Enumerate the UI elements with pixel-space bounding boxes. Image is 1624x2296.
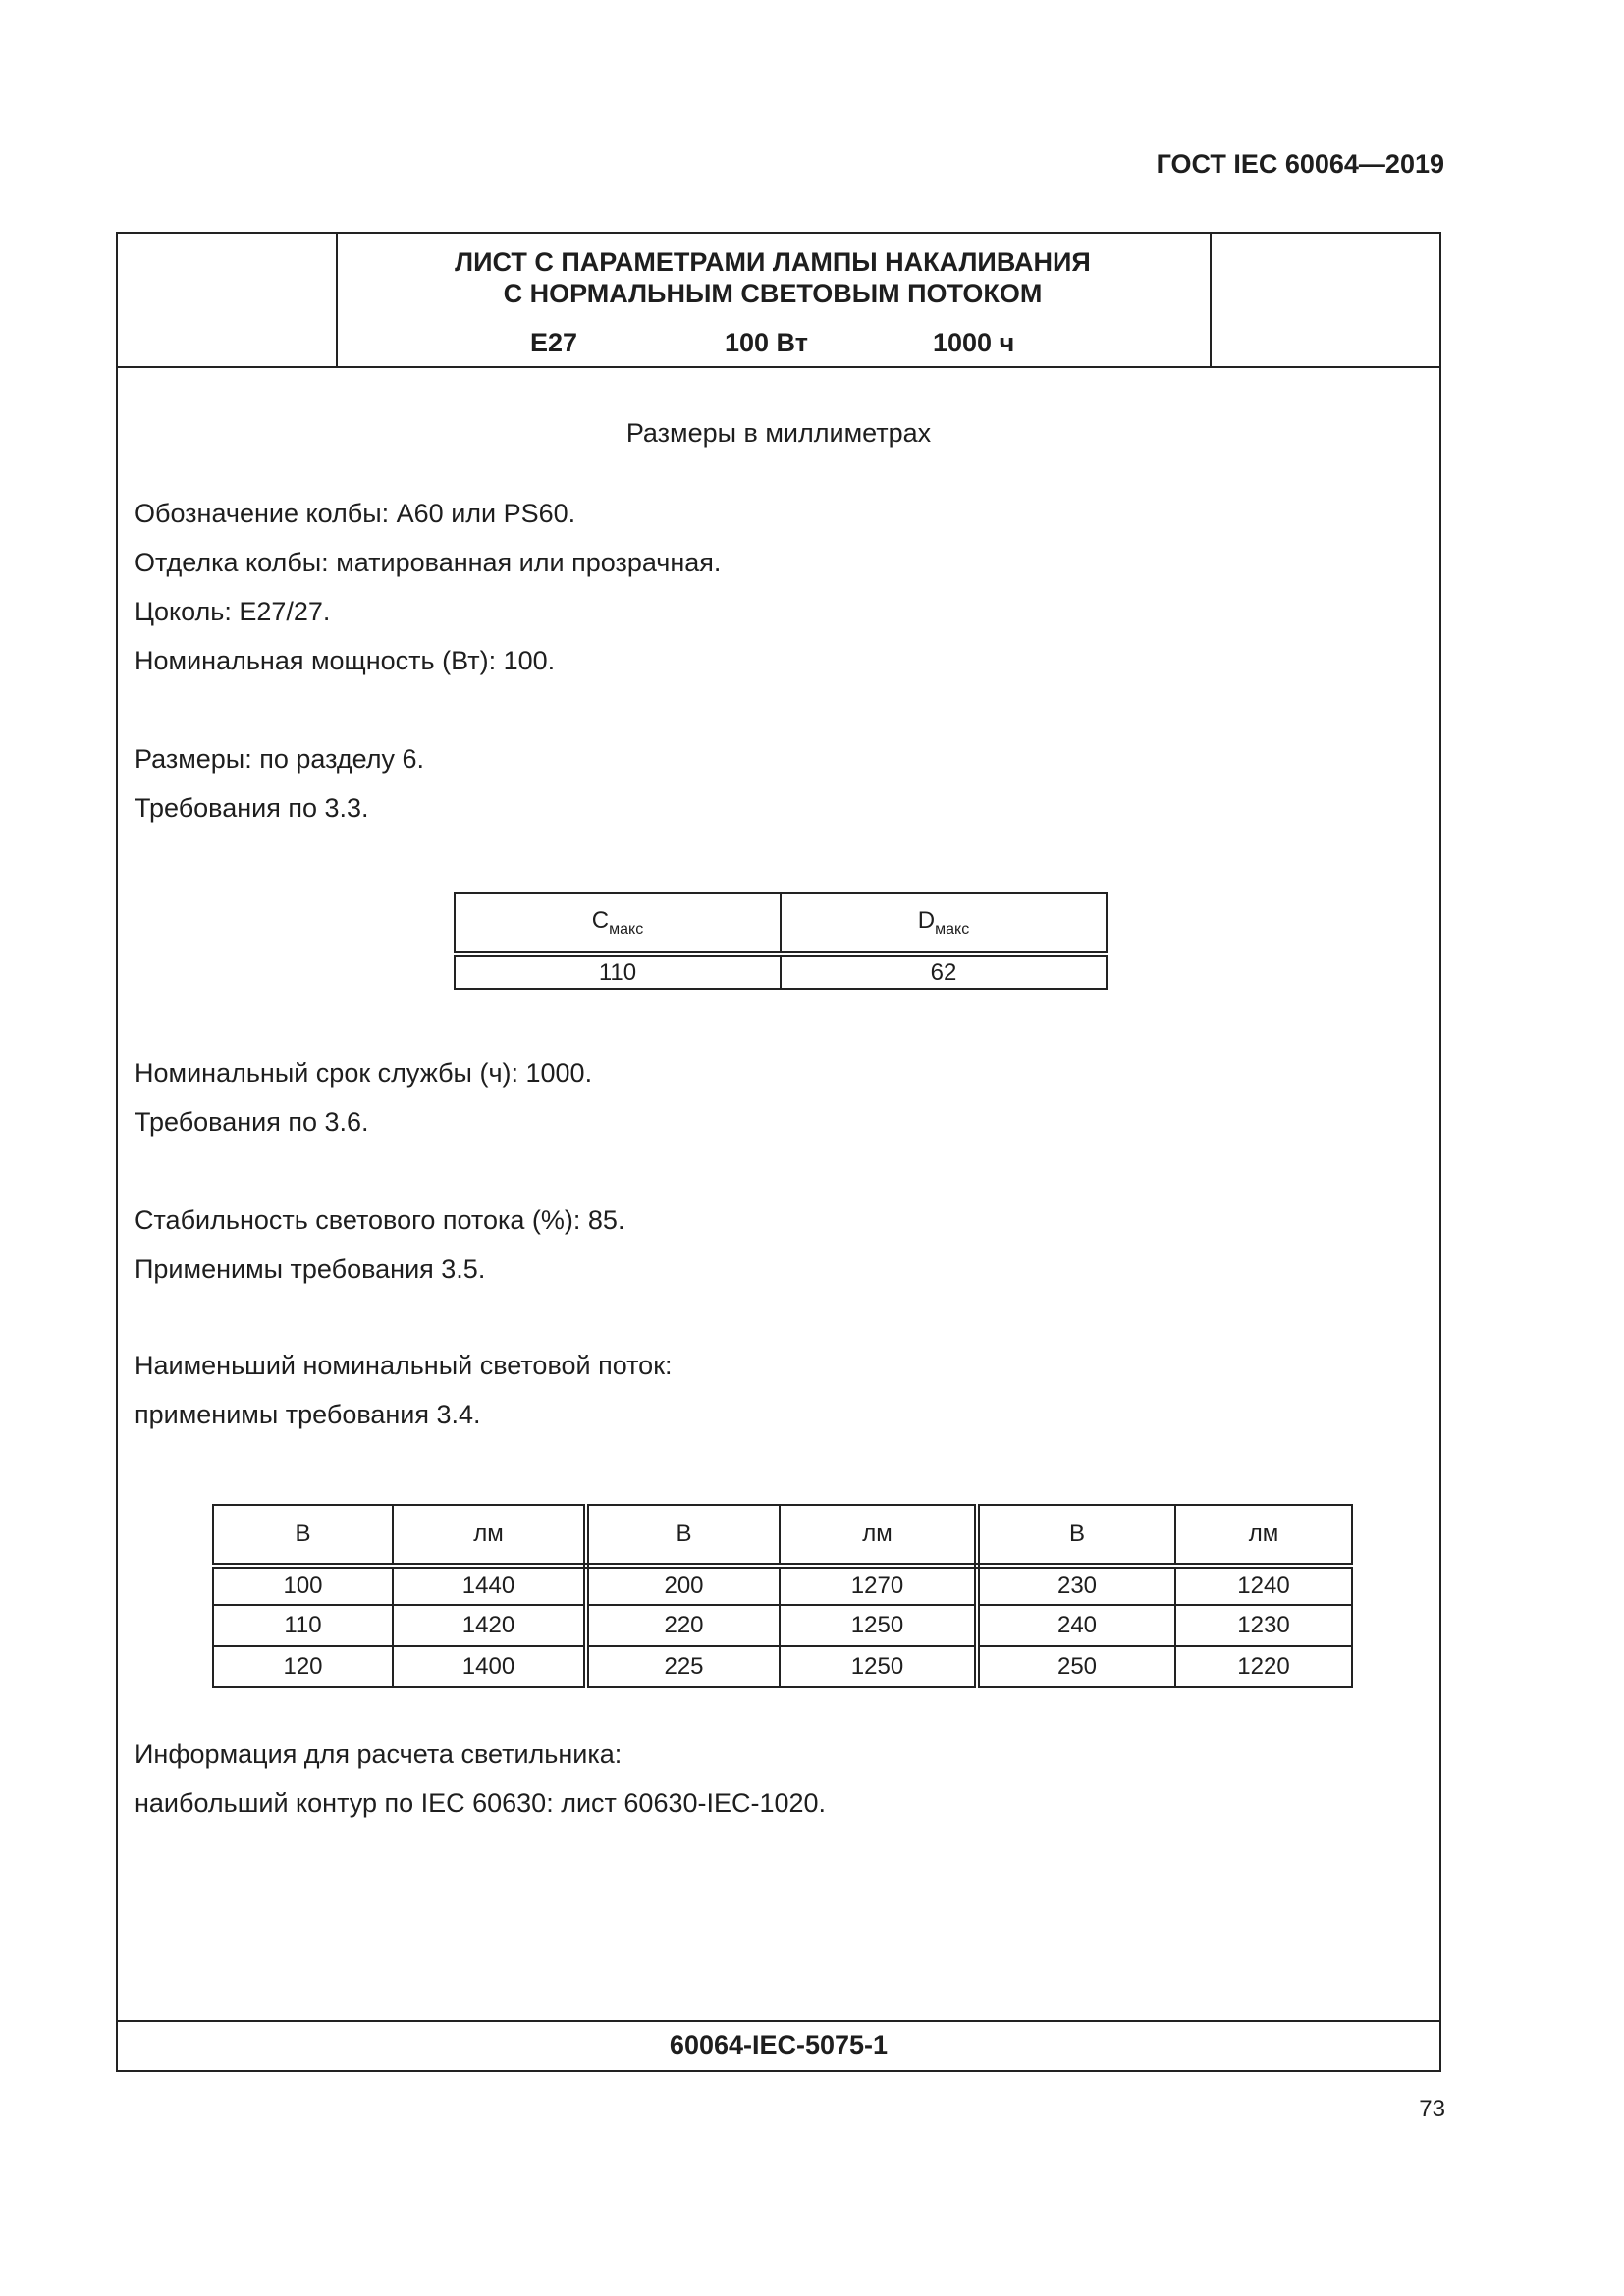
table-cell: 100 <box>213 1566 393 1605</box>
standard-code: ГОСТ IEC 60064—2019 <box>1156 149 1444 179</box>
table-cell: 1250 <box>780 1646 977 1687</box>
footer-separator <box>118 2020 1439 2022</box>
table-cell: 1420 <box>393 1605 586 1646</box>
c-max-header: $C_{макс}$ <box>455 893 781 954</box>
units-note: Размеры в миллиметрах <box>625 418 932 448</box>
dimensions-header-row <box>455 893 1107 954</box>
table-cell: 1230 <box>1175 1605 1352 1646</box>
table-cell: 200 <box>586 1566 780 1605</box>
table-row <box>213 1566 1352 1605</box>
table-cell: 1250 <box>780 1605 977 1646</box>
c-max-value: 110 <box>455 954 781 989</box>
table-cell: 250 <box>977 1646 1175 1687</box>
table-cell: 1240 <box>1175 1566 1352 1605</box>
table-cell: 240 <box>977 1605 1175 1646</box>
rated-life: 1000 ч <box>933 328 1015 357</box>
luminaire-design-info: Информация для расчета светильника: <box>135 1739 623 1769</box>
table-cell: 220 <box>586 1605 780 1646</box>
voltage-header: В <box>213 1505 393 1566</box>
parameter-sheet-frame <box>116 232 1441 2072</box>
table-cell: 1270 <box>780 1566 977 1605</box>
min-flux-requirements: применимы требования 3.4. <box>135 1400 481 1429</box>
table-cell: 230 <box>977 1566 1175 1605</box>
flux-maintenance: Стабильность светового потока (%): 85. <box>135 1205 625 1235</box>
voltage-header: В <box>977 1505 1175 1566</box>
d-max-value: 62 <box>781 954 1107 989</box>
table-cell: 120 <box>213 1646 393 1687</box>
flux-maintenance-requirements: Применимы требования 3.5. <box>135 1255 486 1284</box>
sheet-title-line1: ЛИСТ С ПАРАМЕТРАМИ ЛАМПЫ НАКАЛИВАНИЯ <box>455 247 1091 277</box>
max-outline-reference: наибольший контур по IEC 60630: лист 60630-IEC-1020. <box>135 1789 827 1818</box>
table-row <box>213 1646 1352 1687</box>
table-cell: 1400 <box>393 1646 586 1687</box>
luminous-flux-table <box>212 1504 1353 1688</box>
flux-header-row <box>213 1505 1352 1566</box>
life-requirements: Требования по 3.6. <box>135 1107 369 1137</box>
bulb-finish: Отделка колбы: матированная или прозрачная. <box>135 548 722 577</box>
table-cell: 1440 <box>393 1566 586 1605</box>
min-flux-title: Наименьший номинальный световой поток: <box>135 1351 673 1380</box>
sheet-title-line2: С НОРМАЛЬНЫМ СВЕТОВЫМ ПОТОКОМ <box>503 279 1043 308</box>
header-divider-right <box>1210 234 1212 366</box>
cap-type: Цоколь: E27/27. <box>135 597 331 626</box>
flux-header: лм <box>393 1505 586 1566</box>
rated-life-line: Номинальный срок службы (ч): 1000. <box>135 1058 593 1088</box>
bulb-designation: Обозначение колбы: А60 или PS60. <box>135 499 576 528</box>
cap-designation: E27 <box>530 328 578 357</box>
voltage-header: В <box>586 1505 780 1566</box>
dimensions-table <box>454 892 1108 990</box>
table-row <box>213 1605 1352 1646</box>
dimensions-note: Размеры: по разделу 6. <box>135 744 425 774</box>
flux-header: лм <box>1175 1505 1352 1566</box>
sheet-code: 60064-IEC-5075-1 <box>669 2030 889 2059</box>
flux-header: лм <box>780 1505 977 1566</box>
rated-wattage: Номинальная мощность (Вт): 100. <box>135 646 556 675</box>
d-max-header: $D_{макс}$ <box>781 893 1107 954</box>
table-cell: 1220 <box>1175 1646 1352 1687</box>
header-separator <box>118 366 1439 368</box>
dimensions-requirements: Требования по 3.3. <box>135 793 369 823</box>
table-cell: 225 <box>586 1646 780 1687</box>
dimensions-value-row <box>455 954 1107 989</box>
table-cell: 110 <box>213 1605 393 1646</box>
power-rating: 100 Вт <box>725 328 808 357</box>
page-number: 73 <box>1419 2096 1445 2122</box>
